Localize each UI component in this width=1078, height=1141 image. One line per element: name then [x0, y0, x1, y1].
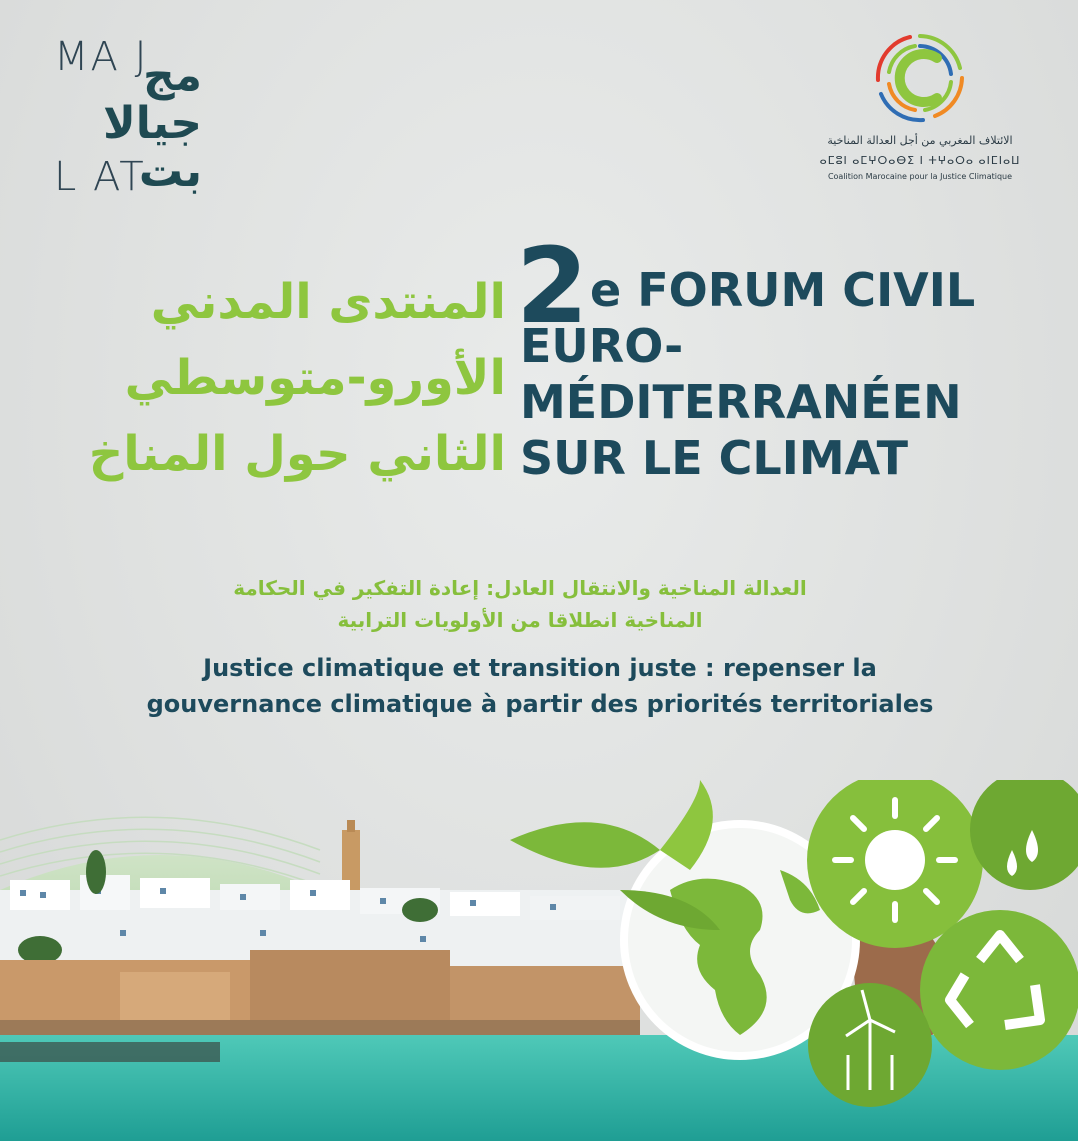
edition-number: 2 [516, 225, 589, 347]
title-fr-line2: EURO- [520, 319, 684, 373]
title-ar-line1: المنتدى المدني [150, 274, 506, 330]
water-drops-icon [970, 780, 1078, 890]
logo-arabic-line1: مج [143, 50, 202, 101]
title-fr-line3: MÉDITERRANÉEN [520, 375, 962, 429]
logo-latin-top: MA J [54, 34, 149, 80]
majalat-logo [40, 28, 210, 198]
title-french [520, 262, 1040, 486]
title-ar-line3: الثاني حول المناخ [88, 426, 506, 482]
wind-turbine-icon [808, 983, 932, 1107]
subtitle-fr-line2: gouvernance climatique à partir des priorités territoriales [146, 690, 934, 718]
title-ar-line2: الأورو-متوسطي [124, 350, 506, 406]
coalition-french-name: Coalition Marocaine pour la Justice Climatique [827, 172, 1013, 181]
title-arabic [60, 264, 506, 492]
jetty [0, 1042, 220, 1062]
coalition-logo [800, 28, 1040, 198]
coalition-arabic-name: الائتلاف المغربي من أجل العدالة المناخية [827, 134, 1013, 147]
logo-arabic-line2: جيالا [103, 98, 202, 149]
coalition-tifinagh-name: ⴰⵎⵓⵏ ⴰⵎⵖⵔⴰⴱⵉ ⵏ ⵜⵖⴰⵔⴰ ⴰⵏⵎⵏⴰⵡ [819, 154, 1021, 167]
subtitle-ar-line1: العدالة المناخية والانتقال العادل: إعادة التفكير في الحكامة [233, 576, 807, 600]
coalition-ring-icon [865, 28, 975, 128]
logo-latin-bottom: L AT [54, 154, 146, 200]
subtitle-french [60, 650, 1020, 722]
title-fr-line4: SUR LE CLIMAT [520, 431, 909, 485]
rabat-kasbah-scene [0, 780, 1078, 1141]
logo-arabic-line3: بت [138, 146, 202, 197]
recycle-icon [920, 910, 1078, 1070]
subtitle-ar-line2: المناخية انطلاقا من الأولويات الترابية [337, 608, 703, 632]
subtitle-arabic [120, 572, 920, 636]
title-fr-line1: e FORUM CIVIL [590, 263, 976, 317]
subtitle-fr-line1: Justice climatique et transition juste : repenser la [203, 654, 877, 682]
